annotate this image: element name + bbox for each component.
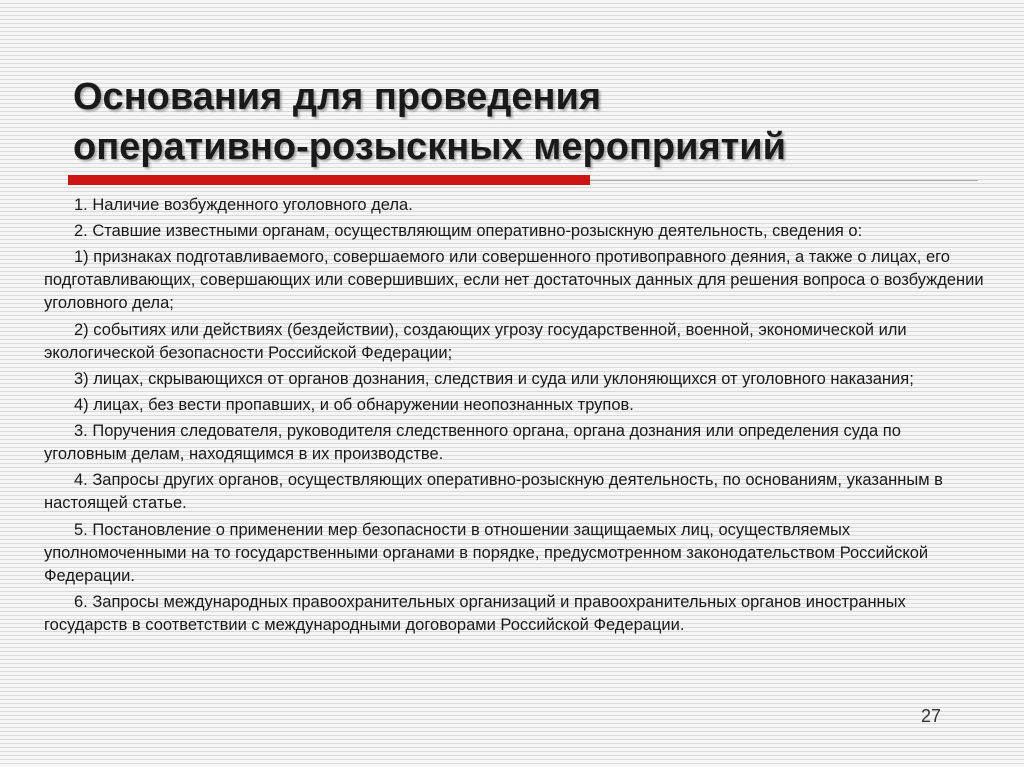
paragraph-3: 3. Поручения следователя, руководителя следственного органа, органа дознания или определения суда по уголовным делам, находящимся в их производстве.	[44, 422, 901, 464]
title-underline-accent	[68, 175, 590, 185]
page-number: 27	[921, 706, 942, 726]
paragraph-1: 1. Наличие возбужденного уголовного дела.	[74, 196, 413, 214]
paragraph-2-4: 4) лицах, без вести пропавших, и об обнаружении неопознанных трупов.	[74, 395, 634, 414]
paragraph-2-3: 3) лицах, скрывающихся от органов дознания, следствия и суда или уклоняющихся от уголовного наказания;	[74, 369, 914, 388]
paragraph-2: 2. Ставшие известными органам, осуществляющим оперативно-розыскную деятельность, сведения о:	[74, 222, 863, 241]
slide-body	[44, 194, 988, 640]
paragraph-5: 5. Постановление о применении мер безопасности в отношении защищаемых лиц, осуществляемых уполномоченными на то государственными органами в порядке, предусмотренном законодательством Российской Федерации.	[44, 520, 929, 585]
paragraph-2-2: 2) событиях или действиях (бездействии), создающих угрозу государственной, военной, экономической или экологической безопасности Российской Федерации;	[44, 320, 907, 362]
slide-title-line-1: Основания для проведения	[73, 76, 601, 118]
title-underline-thin	[590, 180, 978, 181]
paragraph-2-1: 1) признаках подготавливаемого, совершаемого или совершенного противоправного деяния, а также о лицах, его подготавливающих, совершающих или совершивших, если нет достаточных данных для решения вопроса о возбуждении уголовного дела;	[44, 248, 984, 313]
slide-title	[73, 72, 953, 172]
paragraph-6: 6. Запросы международных правоохранительных организаций и правоохранительных органов иностранных государств в соответствии с международными договорами Российской Федерации.	[44, 592, 906, 634]
slide-title-line-2: оперативно-розыскных мероприятий	[73, 126, 787, 168]
title-underline	[68, 175, 978, 185]
paragraph-4: 4. Запросы других органов, осуществляющих оперативно-розыскную деятельность, по основаниям, указанным в настоящей статье.	[44, 471, 943, 513]
